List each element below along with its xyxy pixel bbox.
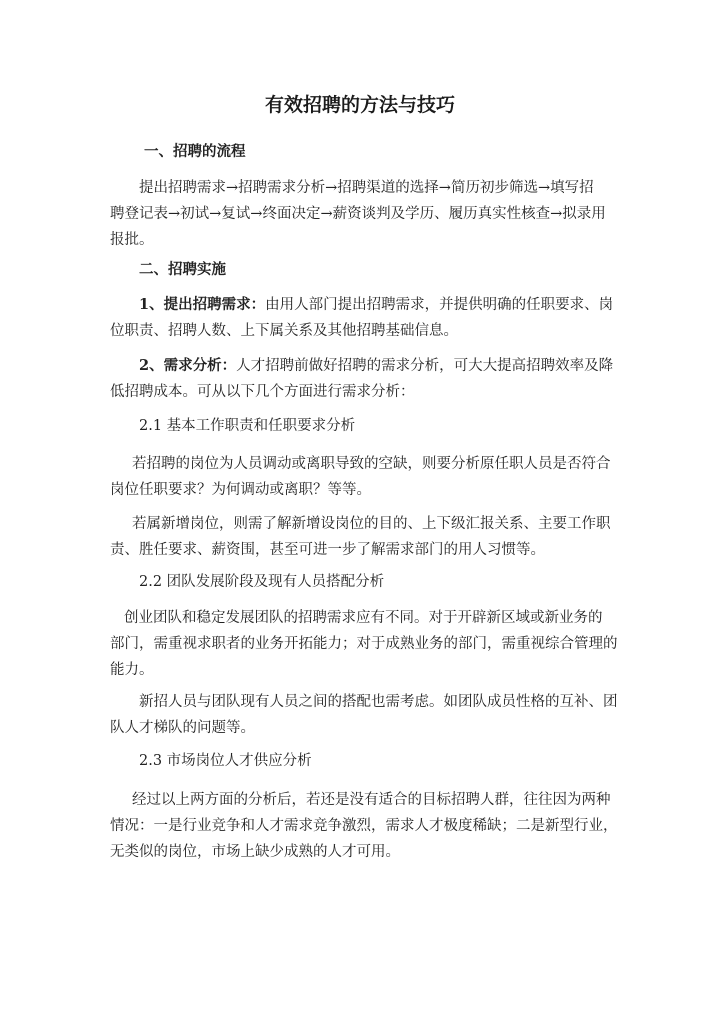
section-heading-text: 二、招聘实施: [139, 261, 226, 278]
item-text: 由用人部门提出招聘需求，并提供明确的任职要求、岗: [265, 297, 614, 313]
section-heading-implementation: [110, 257, 616, 283]
paragraph-line: 报批。: [110, 232, 154, 248]
paragraph-line: 创业团队和稳定发展团队的招聘需求应有不同。对于开辟新区域或新业务的: [124, 610, 603, 626]
paragraph-item-1: [110, 292, 616, 344]
paragraph-line: 若招聘的岗位为人员调动或离职导致的空缺，则要分析原任职人员是否符合: [132, 456, 611, 472]
subheading-2-1: [110, 413, 616, 439]
paragraph-2-2-b: [110, 689, 616, 741]
paragraph-line: [110, 353, 616, 379]
subheading-2-2: [110, 569, 616, 595]
document-title: 有效招聘的方法与技巧: [264, 94, 455, 116]
paragraph-2-1-a: [110, 451, 616, 503]
paragraph-line: 若属新增岗位，则需了解新增设岗位的目的、上下级汇报关系、主要工作职: [132, 516, 611, 532]
subheading-text: 2.3 市场岗位人才供应分析: [139, 753, 312, 769]
paragraph-line: 位职责、招聘人数、上下属关系及其他招聘基础信息。: [110, 323, 458, 339]
subheading-text: 2.2 团队发展阶段及现有人员搭配分析: [139, 574, 385, 590]
paragraph-line: 无类似的岗位，市场上缺少成熟的人才可用。: [110, 844, 400, 860]
item-text: 人才招聘前做好招聘的需求分析，可大大提高招聘效率及降: [236, 358, 614, 374]
paragraph-line: 新招人员与团队现有人员之间的搭配也需考虑。如团队成员性格的互补、团: [139, 694, 618, 710]
paragraph-line: 低招聘成本。可从以下几个方面进行需求分析：: [110, 384, 415, 400]
paragraph-line: 部门，需重视求职者的业务开拓能力；对于成熟业务的部门，需重视综合管理的: [110, 636, 618, 652]
subheading-2-3: [110, 748, 616, 774]
paragraph-line: [110, 292, 616, 318]
paragraph-line: 岗位任职要求？为何调动或离职？等等。: [110, 482, 371, 498]
section-heading-text: 一、招聘的流程: [144, 143, 246, 160]
item-label: 1、提出招聘需求：: [139, 296, 266, 313]
paragraph-process-flow: [110, 175, 616, 253]
paragraph-line: 队人才梯队的问题等。: [110, 720, 255, 736]
subheading-text: 2.1 基本工作职责和任职要求分析: [139, 418, 356, 434]
paragraph-line: 责、胜任要求、薪资围，甚至可进一步了解需求部门的用人习惯等。: [110, 542, 545, 558]
section-heading-process: [110, 139, 616, 165]
paragraph-item-2: [110, 353, 616, 405]
paragraph-line: 情况：一是行业竞争和人才需求竞争激烈，需求人才极度稀缺；二是新型行业，: [110, 818, 618, 834]
paragraph-line: 经过以上两方面的分析后，若还是没有适合的目标招聘人群，往往因为两种: [132, 792, 611, 808]
paragraph-line: 聘登记表→初试→复试→终面决定→薪资谈判及学历、履历真实性核查→拟录用: [110, 206, 606, 222]
item-label: 2、需求分析：: [139, 357, 237, 374]
paragraph-2-2-a: [110, 605, 616, 683]
paragraph-2-3: [110, 787, 616, 865]
paragraph-line: 能力。: [110, 662, 154, 678]
paragraph-2-1-b: [110, 511, 616, 563]
paragraph-line: 提出招聘需求→招聘需求分析→招聘渠道的选择→简历初步筛选→填写招: [139, 180, 594, 196]
